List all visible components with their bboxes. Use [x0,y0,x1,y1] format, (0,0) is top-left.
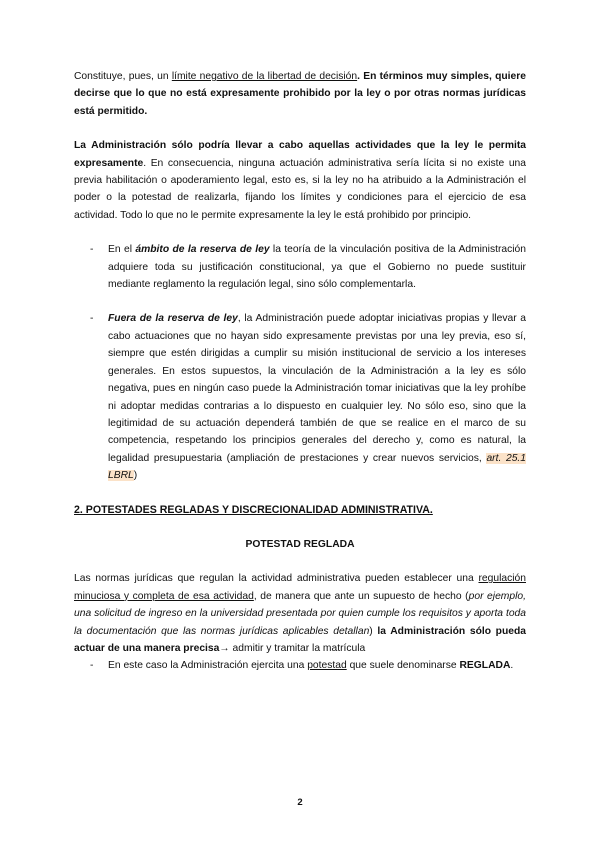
page-number: 2 [297,797,303,808]
underlined-text: regulación minuciosa y completa de esa actividad [74,573,526,602]
list-item [74,310,526,484]
paragraph-regulated-power [74,570,526,657]
underlined-text: potestad [307,660,347,672]
bold-text: . En términos muy simples, quiere decirse que lo que no está expresamente prohibido por la ley o por otras normas jurídicas está permitido. [74,71,526,117]
bold-text: la Administración sólo pueda actuar de una manera precisa [74,625,526,654]
paragraph-negative-limit [74,68,526,120]
paragraph-positive-link [74,137,526,224]
section-heading: 2. POTESTADES REGLADAS Y DISCRECIONALIDAD ADMINISTRATIVA. [74,503,433,516]
text: En este caso la Administración ejercita una [108,660,308,672]
text: Las normas jurídicas que regulan la actividad administrativa pueden establecer una [74,573,479,585]
subheading: POTESTAD REGLADA [245,538,355,550]
text: ) [133,470,138,482]
highlighted-reference: art. 25.1 LBRL [108,452,527,482]
text: Constituye, pues, un [74,71,172,82]
bullet-dash: - [90,244,94,256]
text: → admitir y tramitar la matrícula [219,642,366,654]
text: que suele denominarse [346,660,460,672]
underlined-text: límite negativo de la libertad de decisión [171,71,358,82]
text: la teoría de la vinculación positiva de la Administración adquiere toda su justificación constitucional, ya que el Gobierno no puede sustituir mediante reglamento la regulación legal, sino sólo complementarla. [108,244,527,291]
text: . [510,660,514,672]
text: , la Administración puede adoptar iniciativas propias y llevar a cabo actuaciones que no hayan sido expresamente previstas por una ley previa, eso sí, siempre que estén dirigidas a cumplir su misión institucional de servicio a los intereses generales. En estos supuestos, la vinculación de la Administración a la ley es sólo negativa, pues en ningún caso puede la Administración tomar iniciativas que la ley prohíbe ni adoptar medidas contrarias a lo dispuesto en cualquier ley. No sólo eso, sino que la legitimidad de su actuación dependerá también de que se realice en el marco de su competencia, respetando los principios generales del derecho y, como es natural, la legalidad presupuestaria (ampliación de prestaciones y crear nuevos servicios, [108,313,526,464]
bullet-dash: - [90,313,94,325]
document-page [74,68,526,675]
bold-italic-text: ámbito de la reserva de ley [135,244,270,256]
text: , de manera que ante un supuesto de hecho ( [253,590,469,602]
list-item [74,657,526,674]
text: ) [369,625,378,637]
italic-text: por ejemplo, una solicitud de ingreso en la universidad presentada por quien cumple los requisitos y aporta toda la documentación que las normas jurídicas aplicables detallan [74,590,526,637]
list-item [74,241,526,293]
bullet-dash: - [90,660,94,672]
text: . En consecuencia, ninguna actuación administrativa sería lícita si no existe una previa habilitación o apoderamiento legal, esto es, si la ley no ha atribuido a la Administración el poder o la potestad de realizarla, fijando los límites y condiciones para el ejercicio de esa actividad. Todo lo que no le permite expresamente la ley le está prohibido por principio. [74,157,526,221]
bold-italic-text: Fuera de la reserva de ley [108,313,238,325]
bold-text: REGLADA [459,660,511,672]
bold-text: La Administración sólo podría llevar a cabo aquellas actividades que la ley le permita expresamente [74,140,526,169]
text: En el [108,244,136,256]
